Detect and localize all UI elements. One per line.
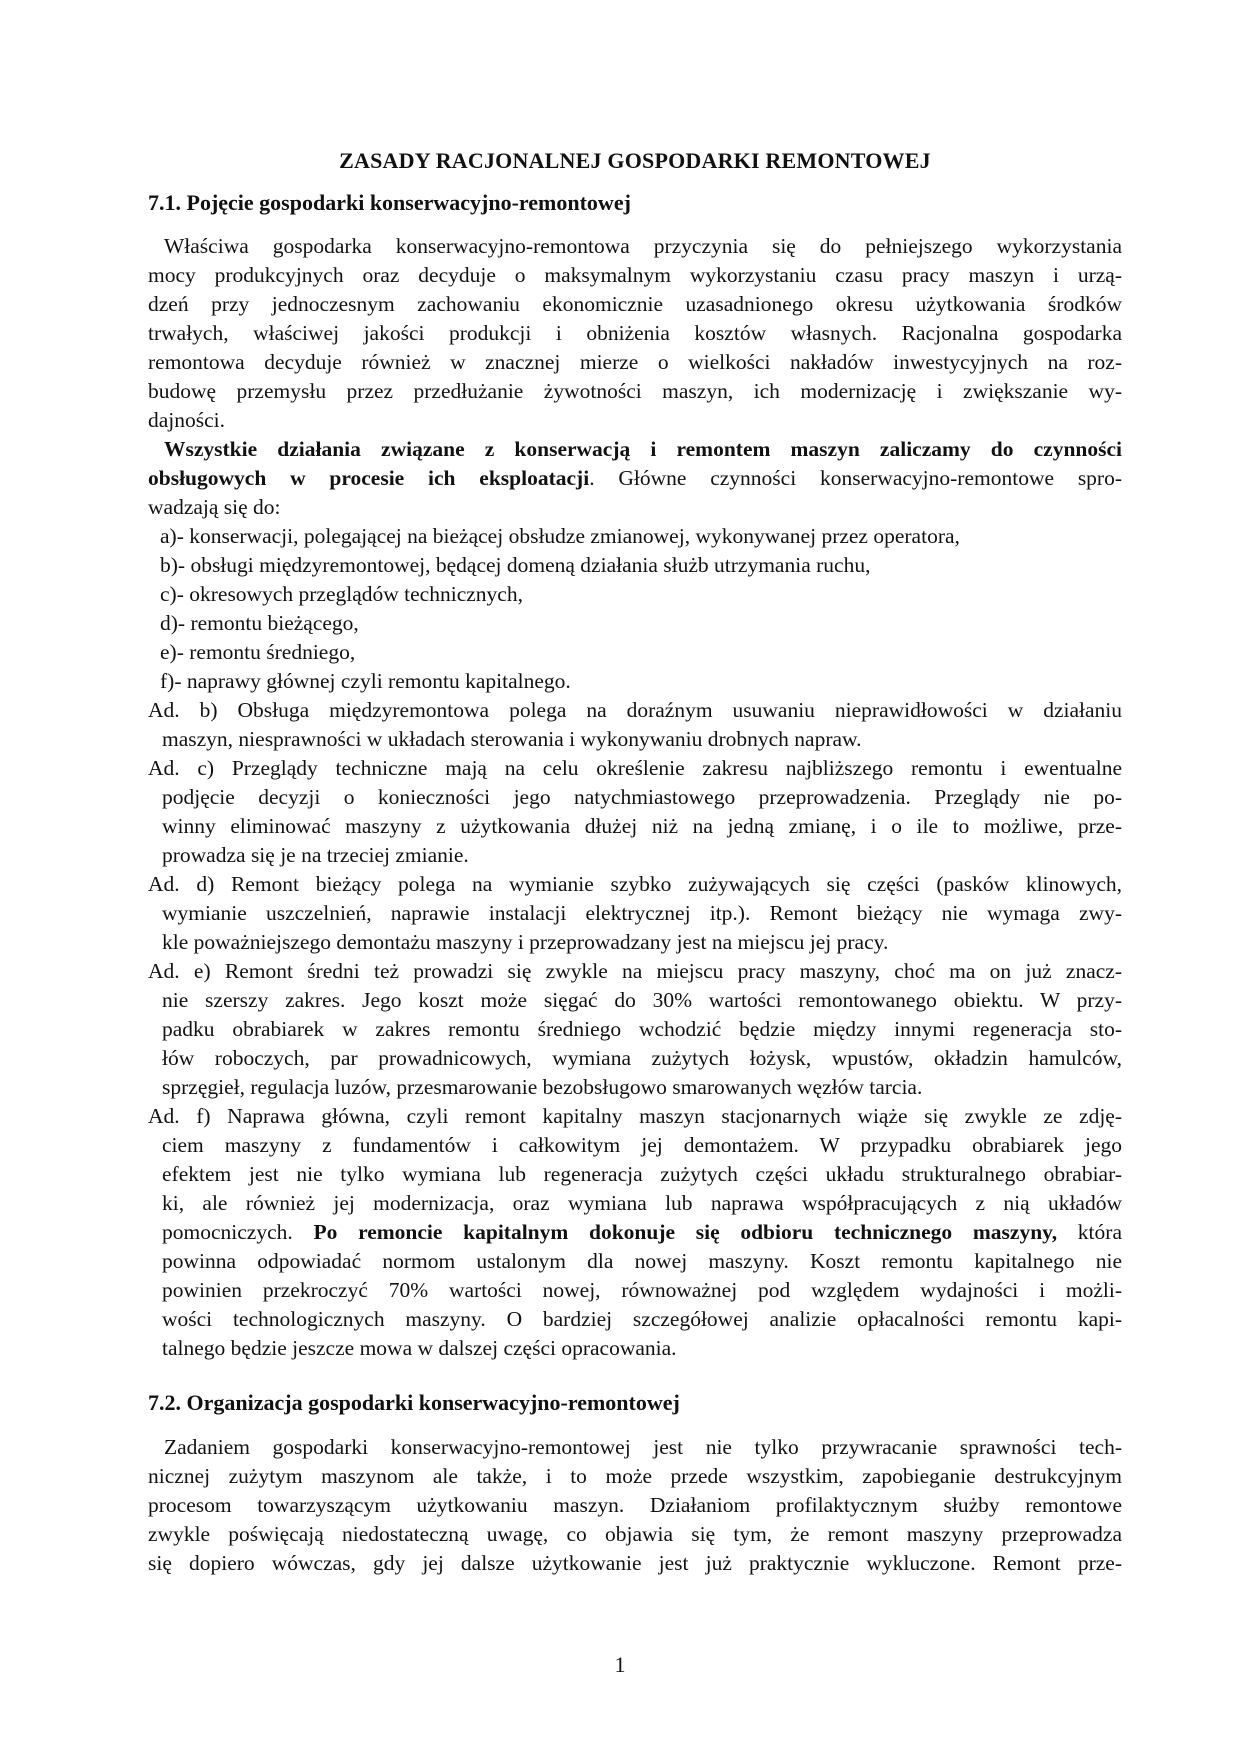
list-item: c)- okresowych przeglądów technicznych,: [160, 582, 523, 606]
ad-d-line: Ad. d) Remont bieżący polega na wymianie szybko zużywających się części (pasków klinowych,: [148, 872, 1122, 896]
paragraph-line: dzeń przy jednoczesnym zachowaniu ekonomicznie uzasadnionego okresu użytkowania środków: [148, 292, 1122, 316]
page-number: 1: [614, 1652, 626, 1677]
paragraph-line: procesom towarzyszącym użytkowaniu maszyn. Działaniom profilaktycznym służby remontowe: [148, 1493, 1122, 1517]
paragraph-line: nicznej zużytym maszynom ale także, i to może przede wszystkim, zapobieganie destrukcyjnym: [148, 1464, 1122, 1488]
ad-c-line: podjęcie decyzji o konieczności jego natychmiastowego przeprowadzenia. Przeglądy nie po-: [162, 785, 1122, 809]
ad-f-mixed-line: [162, 1218, 1122, 1246]
list-item: d)- remontu bieżącego,: [160, 611, 359, 635]
text-span: pomocniczych.: [162, 1220, 314, 1244]
text-span: . Główne czynności konserwacyjno-remontowe spro-: [589, 466, 1122, 490]
paragraph-line: dajności.: [148, 408, 226, 432]
ad-c-line: winny eliminować maszyny z użytkowania dłużej niż na jedną zmianę, i o ile to możliwe, prze-: [162, 814, 1122, 838]
paragraph-line: Właściwa gospodarka konserwacyjno-remontowa przyczynia się do pełniejszego wykorzystania: [164, 234, 1122, 258]
ad-e-line: sprzęgieł, regulacja luzów, przesmarowanie bezobsługowo smarowanych węzłów tarcia.: [162, 1075, 923, 1099]
ad-c-line: Ad. c) Przeglądy techniczne mają na celu określenie zakresu najbliższego remontu i ewentualne: [148, 756, 1122, 780]
ad-f-line: Ad. f) Naprawa główna, czyli remont kapitalny maszyn stacjonarnych wiąże się zwykle ze zdję-: [148, 1104, 1122, 1128]
ad-d-line: wymianie uszczelnień, naprawie instalacji elektrycznej itp.). Remont bieżący nie wymaga zwy-: [162, 901, 1122, 925]
paragraph-line: budowę przemysłu przez przedłużanie żywotności maszyn, ich modernizację i zwiększanie wy-: [148, 379, 1122, 403]
list-item: f)- naprawy głównej czyli remontu kapitalnego.: [160, 669, 571, 693]
list-item: b)- obsługi międzyremontowej, będącej domeną działania służb utrzymania ruchu,: [160, 553, 871, 577]
list-item: e)- remontu średniego,: [160, 640, 356, 664]
ad-f-line: powinna odpowiadać normom ustalonym dla nowej maszyny. Koszt remontu kapitalnego nie: [162, 1249, 1122, 1273]
ad-e-line: nie szerszy zakres. Jego koszt może sięgać do 30% wartości remontowanego obiektu. W przy-: [162, 988, 1122, 1012]
ad-c-line: prowadza się je na trzeciej zmianie.: [162, 843, 469, 867]
bold-phrase: obsługowych w procesie ich eksploatacji: [148, 466, 590, 490]
ad-e-line: Ad. e) Remont średni też prowadzi się zwykle na miejscu pracy maszyny, choć ma on już znacz-: [148, 959, 1122, 983]
ad-f-line: wości technologicznych maszyny. O bardziej szczegółowej analizie opłacalności remontu kapi-: [162, 1307, 1122, 1331]
paragraph-bold-line: Wszystkie działania związane z konserwacją i remontem maszyn zaliczamy do czynności: [164, 437, 1122, 461]
section-heading-7-2: 7.2. Organizacja gospodarki konserwacyjno-remontowej: [148, 1390, 680, 1415]
document-title: ZASADY RACJONALNEJ GOSPODARKI REMONTOWEJ: [339, 148, 931, 173]
ad-f-line: efektem jest nie tylko wymiana lub regeneracja zużytych części układu strukturalnego obrabiar-: [162, 1162, 1122, 1186]
paragraph-line: remontowa decyduje również w znacznej mierze o wielkości nakładów inwestycyjnych na roz-: [148, 350, 1122, 374]
ad-d-line: kle poważniejszego demontażu maszyny i przeprowadzany jest na miejscu jej pracy.: [162, 930, 889, 954]
ad-b-line: maszyn, niesprawności w układach sterowania i wykonywaniu drobnych napraw.: [162, 727, 862, 751]
ad-b-line: Ad. b) Obsługa międzyremontowa polega na doraźnym usuwaniu nieprawidłowości w działaniu: [148, 698, 1122, 722]
ad-f-line: ki, ale również jej modernizacja, oraz wymiana lub naprawa współpracujących z nią układów: [162, 1191, 1122, 1215]
paragraph-line: wadzają się do:: [148, 495, 281, 519]
paragraph-line: trwałych, właściwej jakości produkcji i obniżenia kosztów własnych. Racjonalna gospodarka: [148, 321, 1122, 345]
ad-f-line: powinien przekroczyć 70% wartości nowej, równoważnej pod względem wydajności i możli-: [162, 1278, 1122, 1302]
section-heading-7-1: 7.1. Pojęcie gospodarki konserwacyjno-remontowej: [148, 190, 631, 215]
paragraph-line: mocy produkcyjnych oraz decyduje o maksymalnym wykorzystaniu czasu pracy maszyn i urzą-: [148, 263, 1122, 287]
ad-e-line: padku obrabiarek w zakres remontu średniego wchodzić będzie między innymi regeneracja sto-: [162, 1017, 1122, 1041]
paragraph-line: się dopiero wówczas, gdy jej dalsze użytkowanie jest już praktycznie wykluczone. Remont prze-: [148, 1551, 1122, 1575]
ad-f-line: talnego będzie jeszcze mowa w dalszej części opracowania.: [162, 1336, 677, 1360]
text-span: która: [1057, 1220, 1122, 1244]
paragraph-mixed-line: [148, 464, 1122, 492]
list-item: a)- konserwacji, polegającej na bieżącej obsłudze zmianowej, wykonywanej przez operatora,: [160, 524, 960, 548]
ad-f-line: ciem maszyny z fundamentów i całkowitym jej demontażem. W przypadku obrabiarek jego: [162, 1133, 1122, 1157]
bold-phrase: Po remoncie kapitalnym dokonuje się odbioru technicznego maszyny,: [313, 1220, 1058, 1244]
paragraph-line: Zadaniem gospodarki konserwacyjno-remontowej jest nie tylko przywracanie sprawności tech-: [164, 1435, 1122, 1459]
ad-e-line: łów roboczych, par prowadnicowych, wymiana zużytych łożysk, wpustów, okładzin hamulców,: [162, 1046, 1122, 1070]
paragraph-line: zwykle poświęcają niedostateczną uwagę, co objawia się tym, że remont maszyny przeprowadza: [148, 1522, 1122, 1546]
